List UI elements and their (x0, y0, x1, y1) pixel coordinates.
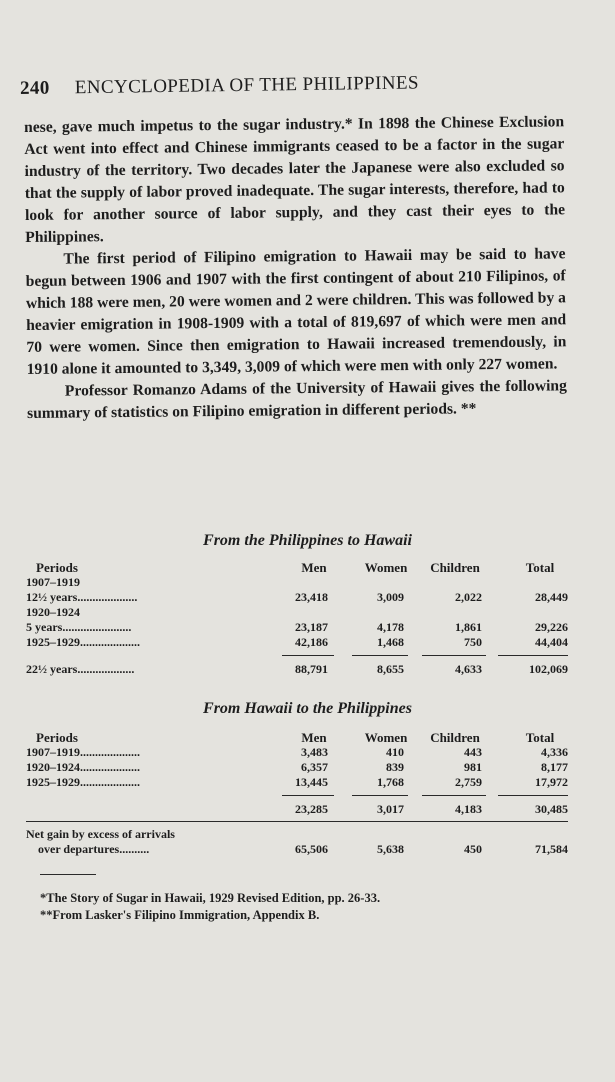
cell-children: 1,861 (455, 620, 482, 634)
cell-women: 410 (386, 745, 404, 759)
cell-men: 6,357 (301, 760, 328, 774)
cell-children: 450 (464, 842, 482, 856)
col-women: Women (364, 730, 408, 745)
net-gain-label: Net gain by excess of arrivals (26, 827, 175, 841)
table-row (26, 760, 572, 775)
cell-total: 71,584 (535, 842, 568, 856)
col-men: Men (301, 730, 327, 745)
cell-total: 30,485 (535, 802, 568, 816)
footnote-rule (40, 874, 96, 875)
col-children: Children (430, 560, 480, 575)
cell-men: 23,285 (295, 802, 328, 816)
paragraph-continuation: nese, gave much impetus to the sugar industry.* In 1898 the Chinese Exclusion Act went into effect and Chinese immigrants ceased to be a factor in the sugar industry of the territory. Two decades later the Japanese were also excluded so that the supply of labor proved inadequate. The sugar interests, therefore, had to look for another source of labor supply, and they cast their eyes to the Philippines. (24, 113, 566, 246)
rule-children (422, 655, 486, 656)
cell-women: 3,017 (377, 802, 404, 816)
footnote-1: *The Story of Sugar in Hawaii, 1929 Revised Edition, pp. 26-33. (40, 891, 381, 905)
rule-men (282, 655, 334, 656)
cell-total: 28,449 (535, 590, 568, 604)
cell-men: 3,483 (301, 745, 328, 759)
cell-total: 4,336 (541, 745, 568, 759)
cell-women: 1,768 (377, 775, 404, 789)
footnotes (40, 890, 580, 924)
cell-women: 4,178 (377, 620, 404, 634)
cell-children: 750 (464, 635, 482, 649)
net-gain-row (26, 842, 572, 857)
table-total-row (26, 662, 572, 677)
table-row (26, 605, 572, 620)
row-label: 1925–1929.................... (26, 635, 140, 649)
table-header-row (26, 730, 572, 745)
rule-total (498, 795, 568, 796)
rule-full (26, 821, 568, 822)
table-row (26, 745, 572, 760)
cell-total: 8,177 (541, 760, 568, 774)
table-row (26, 775, 572, 790)
cell-children: 4,183 (455, 802, 482, 816)
net-gain-label-2: over departures.......... (38, 842, 150, 856)
cell-women: 3,009 (377, 590, 404, 604)
col-men: Men (301, 560, 327, 575)
cell-total: 17,972 (535, 775, 568, 789)
rule-total (498, 655, 568, 656)
table-row (26, 590, 572, 605)
col-women: Women (364, 560, 408, 575)
paragraph-professor-adams: Professor Romanzo Adams of the University of Hawaii gives the following summary of statistics on Filipino emigration in different periods. ** (27, 377, 567, 422)
row-label: 1925–1929.................... (26, 775, 140, 789)
cell-men: 23,187 (295, 620, 328, 634)
cell-total: 44,404 (535, 635, 568, 649)
table-to-philippines (26, 730, 572, 857)
cell-children: 4,633 (455, 662, 482, 676)
rule-children (422, 795, 486, 796)
total-rules (26, 650, 572, 662)
cell-total: 102,069 (529, 662, 568, 676)
cell-men: 23,418 (295, 590, 328, 604)
cell-children: 443 (464, 745, 482, 759)
page-number: 240 (19, 77, 50, 99)
table-title-to-hawaii: From the Philippines to Hawaii (203, 532, 412, 549)
table-to-hawaii (26, 560, 572, 677)
rule-women (352, 655, 408, 656)
col-periods: Periods (36, 560, 78, 575)
table-row (26, 620, 572, 635)
page-header (20, 70, 580, 100)
cell-men: 42,186 (295, 635, 328, 649)
col-periods: Periods (36, 730, 78, 745)
table-row (26, 575, 572, 590)
cell-children: 981 (464, 760, 482, 774)
table-title-to-philippines: From Hawaii to the Philippines (203, 700, 412, 717)
row-label: 22½ years................... (26, 662, 135, 676)
table-header-row (26, 560, 572, 575)
cell-men: 88,791 (295, 662, 328, 676)
cell-women: 1,468 (377, 635, 404, 649)
cell-men: 65,506 (295, 842, 328, 856)
body-text (24, 111, 567, 425)
row-label: 1907–1919 (26, 575, 80, 589)
cell-men: 13,445 (295, 775, 328, 789)
footnote-2: **From Lasker's Filipino Immigration, Appendix B. (40, 908, 320, 922)
paragraph-first-period: The first period of Filipino emigration to Hawaii may be said to have begun between 1906 and 1907 with the first contingent of about 210 Filipinos, of which 188 were men, 20 were women and 2 were children. This was followed by a heavier emigration in 1908-1909 with a total of 819,697 of which were men and 70 were women. Since then emigration to Hawaii increased tremendously, in 1910 alone it amounted to 3,349, 3,009 of which were men with only 227 women. (25, 245, 567, 378)
cell-children: 2,022 (455, 590, 482, 604)
net-gain-label-row (26, 827, 572, 842)
rule-men (282, 795, 334, 796)
table-row (26, 635, 572, 650)
cell-women: 8,655 (377, 662, 404, 676)
table-total-row (26, 802, 572, 817)
running-title: ENCYCLOPEDIA OF THE PHILIPPINES (74, 72, 420, 99)
row-label: 1920–1924.................... (26, 760, 140, 774)
col-total: Total (525, 560, 555, 575)
row-label: 1907–1919.................... (26, 745, 140, 759)
row-label: 5 years....................... (26, 620, 132, 634)
cell-total: 29,226 (535, 620, 568, 634)
col-children: Children (430, 730, 480, 745)
cell-women: 839 (386, 760, 404, 774)
total-rules (26, 790, 572, 802)
rule-women (352, 795, 408, 796)
cell-women: 5,638 (377, 842, 404, 856)
cell-children: 2,759 (455, 775, 482, 789)
col-total: Total (525, 730, 555, 745)
net-gain-rules (26, 817, 572, 827)
row-label: 1920–1924 (26, 605, 80, 619)
row-label: 12½ years.................... (26, 590, 138, 604)
